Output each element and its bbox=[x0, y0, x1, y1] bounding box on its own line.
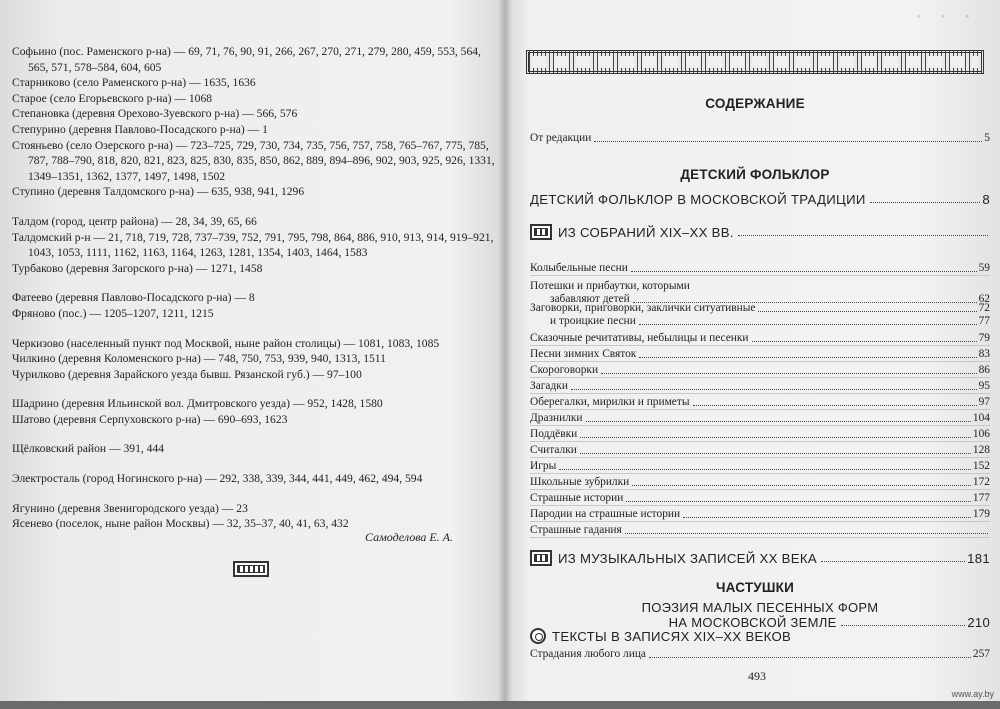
toc-row: Игры 152 bbox=[530, 460, 990, 472]
toc-row: Песни зимних Святок 83 bbox=[530, 348, 990, 360]
toc-row: Загадки 95 bbox=[530, 380, 990, 392]
ornament-icon bbox=[530, 224, 552, 240]
ornament-ring-icon bbox=[530, 628, 546, 644]
index-entry: Талдом (город, центр района) — 28, 34, 39, 65, 66 bbox=[12, 214, 257, 228]
page-number: 493 bbox=[748, 669, 766, 683]
index-entry: Фряново (пос.) — 1205–1207, 1211, 1215 bbox=[12, 306, 214, 320]
watermark-text: www.ay.by bbox=[951, 689, 994, 699]
right-page-contents bbox=[508, 0, 1000, 709]
letter-gap bbox=[12, 487, 502, 501]
toc-row: Страшные истории 177 bbox=[530, 492, 990, 504]
index-entry: Старое (село Егорьевского р-на) — 1068 bbox=[12, 91, 213, 105]
contents-title: СОДЕРЖАНИЕ bbox=[705, 96, 805, 111]
toc-row: Скороговорки 86 bbox=[530, 364, 990, 376]
index-entry: Ясенево (поселок, ныне район Москвы) — 32, 35–37, 40, 41, 63, 432 bbox=[12, 517, 349, 531]
toc-row: Дразнилки 104 bbox=[530, 412, 990, 424]
section-title-chastushki: ЧАСТУШКИ bbox=[715, 580, 795, 595]
toc-row: Страшные гадания bbox=[530, 524, 990, 538]
place-index-list bbox=[12, 44, 502, 532]
toc-row: Школьные зубрилки 172 bbox=[530, 476, 990, 488]
letter-gap bbox=[12, 382, 502, 396]
index-entry: Ступино (деревня Талдомского р-на) — 635, 938, 941, 1296 bbox=[12, 185, 305, 199]
section-heading-tradition: ДЕТСКИЙ ФОЛЬКЛОР В МОСКОВСКОЙ ТРАДИЦИИ 8 bbox=[530, 192, 990, 207]
toc-row: Оберегалки, мирилки и приметы 97 bbox=[530, 396, 990, 408]
index-entry: Чурилково (деревня Зарайского уезда бывш. Рязанской губ.) — 97–100 bbox=[12, 367, 362, 381]
letter-gap bbox=[12, 276, 502, 290]
toc-row: Потешки и прибаутки, которыми забавляют детей 62 bbox=[530, 280, 990, 305]
frame-edge bbox=[0, 701, 1000, 709]
ornament-border-band bbox=[526, 50, 984, 74]
toc-row: Считалки 128 bbox=[530, 444, 990, 456]
index-entry: Старниково (село Раменского р-на) — 1635, 1636 bbox=[12, 76, 256, 90]
letter-gap bbox=[12, 457, 502, 471]
toc-row-editorial: От редакции 5 bbox=[530, 132, 990, 144]
index-entry: Степурино (деревня Павлово-Посадского р-на) — 1 bbox=[12, 122, 268, 136]
index-entry: Чилкино (деревня Коломенского р-на) — 748, 750, 753, 939, 940, 1313, 1511 bbox=[12, 352, 386, 366]
index-entry: Степановка (деревня Орехово-Зуевского р-на) — 566, 576 bbox=[12, 107, 298, 121]
index-entry: Стояньево (село Озерского р-на) — 723–725, 729, 730, 734, 735, 756, 757, 758, 765–767, 775, 785, 787, 788–790, 818, 820, 821, 823, 825, 830, 835, 850, 862, 889, 894–896, 902, 903, 925, 926, 1331, 1349–1351, 1362, 1377, 1497, 1498, 1502 bbox=[12, 138, 495, 183]
section-title-children-folklore: ДЕТСКИЙ ФОЛЬКЛОР bbox=[680, 167, 830, 182]
section-heading-texts: ТЕКСТЫ В ЗАПИСЯХ XIX–XX ВЕКОВ bbox=[530, 628, 990, 644]
index-entry: Талдомский р-н — 21, 718, 719, 728, 737–739, 752, 791, 795, 798, 864, 886, 910, 913, 914, 919–921, 1043, 1053, 1111, 1162, 1163, 1164, 1263, 1281, 1354, 1403, 1464, 1583 bbox=[12, 230, 494, 260]
toc-row: Заговорки, приговорки, заклички ситуативные 72 и троицкие песни 77 bbox=[530, 302, 990, 327]
index-entry: Турбаково (деревня Загорского р-на) — 1271, 1458 bbox=[12, 261, 263, 275]
index-entry: Электросталь (город Ногинского р-на) — 292, 338, 339, 344, 441, 449, 462, 494, 594 bbox=[12, 472, 423, 486]
toc-row: Страдания любого лица 257 bbox=[530, 648, 990, 660]
toc-row: Пародии на страшные истории 179 bbox=[530, 508, 990, 520]
index-entry: Шатово (деревня Серпуховского р-на) — 690–693, 1623 bbox=[12, 412, 288, 426]
bleedthrough-text: · · · bbox=[914, 2, 976, 33]
index-entry: Фатеево (деревня Павлово-Посадского р-на) — 8 bbox=[12, 291, 255, 305]
index-entry: Щёлковский район — 391, 444 bbox=[12, 442, 165, 456]
ornament-icon bbox=[233, 561, 269, 577]
index-entry: Ягунино (деревня Звенигородского уезда) — 23 bbox=[12, 501, 248, 515]
section-heading-music: ИЗ МУЗЫКАЛЬНЫХ ЗАПИСЕЙ XX ВЕКА 181 bbox=[530, 550, 990, 566]
author-signature: Самоделова Е. А. bbox=[365, 530, 453, 544]
ornament-icon bbox=[530, 550, 552, 566]
letter-gap bbox=[12, 200, 502, 214]
index-entry: Черкизово (населенный пункт под Москвой, ныне район столицы) — 1081, 1083, 1085 bbox=[12, 336, 440, 350]
letter-gap bbox=[12, 322, 502, 336]
toc-row: Колыбельные песни 59 bbox=[530, 262, 990, 274]
toc-row: Сказочные речитативы, небылицы и песенки 79 bbox=[530, 332, 990, 344]
toc-row: Поддёвки 106 bbox=[530, 428, 990, 440]
letter-gap bbox=[12, 427, 502, 441]
section-heading-poetry: ПОЭЗИЯ МАЛЫХ ПЕСЕННЫХ ФОРМ НА МОСКОВСКОЙ ЗЕМЛЕ 210 bbox=[641, 600, 990, 630]
index-entry: Софьино (пос. Раменского р-на) — 69, 71, 76, 90, 91, 266, 267, 270, 271, 279, 280, 459, 553, 564, 565, 571, 578–584, 604, 605 bbox=[12, 45, 481, 74]
index-entry: Шадрино (деревня Ильинской вол. Дмитровского уезда) — 952, 1428, 1580 bbox=[12, 397, 383, 411]
section-heading-collections: ИЗ СОБРАНИЙ XIX–XX ВВ. bbox=[530, 224, 990, 240]
